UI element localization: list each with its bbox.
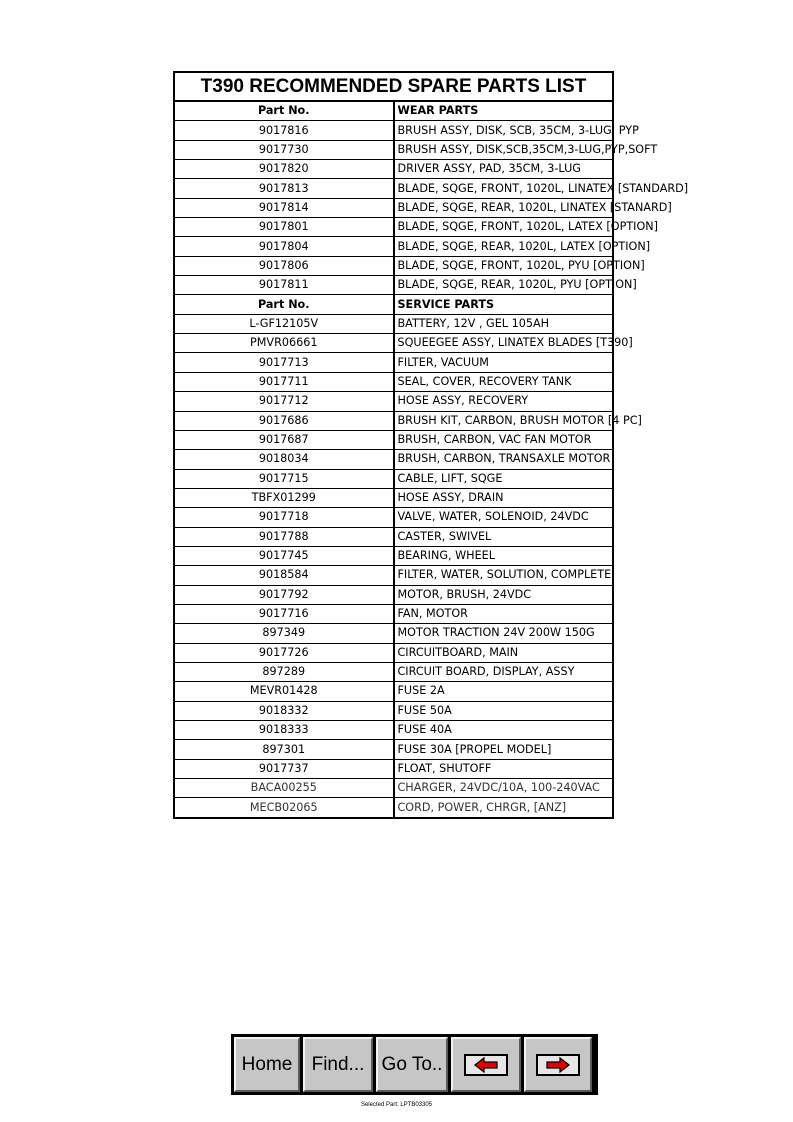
table-row [174,488,613,507]
table-row [174,585,613,604]
table-row [174,198,613,217]
part-number: 9017726 [174,643,394,662]
part-description: BLADE, SQGE, FRONT, 1020L, LATEX [OPTION] [394,218,614,237]
part-number: TBFX01299 [174,488,394,507]
selected-part-label: Selected Part: LPTB03305 [360,1102,433,1108]
part-description: CHARGER, 24VDC/10A, 100-240VAC [394,779,614,798]
go-to-button[interactable]: Go To.. [376,1037,448,1092]
part-number: 9017713 [174,353,394,372]
part-description: MOTOR TRACTION 24V 200W 150G [394,624,614,643]
part-number: 9018584 [174,566,394,585]
table-title: T390 RECOMMENDED SPARE PARTS LIST [174,72,613,101]
section-header-row [174,295,613,314]
table-row [174,218,613,237]
part-number: 9017816 [174,121,394,140]
table-row [174,314,613,333]
left-arrow-icon [464,1054,508,1076]
part-no-header: Part No. [174,295,394,314]
part-description: MOTOR, BRUSH, 24VDC [394,585,614,604]
part-description: FILTER, VACUUM [394,353,614,372]
table-row [174,121,613,140]
part-description: BLADE, SQGE, REAR, 1020L, LINATEX [STANARD] [394,198,614,217]
part-number: 9017801 [174,218,394,237]
section-title: WEAR PARTS [394,101,614,121]
part-description: FUSE 30A [PROPEL MODEL] [394,740,614,759]
table-row [174,469,613,488]
table-row [174,334,613,353]
table-title-row [174,72,613,101]
part-description: VALVE, WATER, SOLENOID, 24VDC [394,508,614,527]
table-row [174,256,613,275]
part-description: FAN, MOTOR [394,604,614,623]
part-number: 9017712 [174,392,394,411]
home-button[interactable]: Home [234,1037,300,1092]
part-number: 897289 [174,662,394,681]
part-number: 9017737 [174,759,394,778]
part-description: FILTER, WATER, SOLUTION, COMPLETE [394,566,614,585]
part-number: 9017745 [174,546,394,565]
part-description: HOSE ASSY, RECOVERY [394,392,614,411]
part-number: MEVR01428 [174,682,394,701]
part-number: 9017730 [174,140,394,159]
part-number: MECB02065 [174,798,394,818]
right-arrow-icon [536,1054,580,1076]
next-page-button[interactable] [524,1037,592,1092]
part-description: DRIVER ASSY, PAD, 35CM, 3-LUG [394,160,614,179]
part-description: FUSE 2A [394,682,614,701]
table-row [174,798,613,818]
part-number: 9017687 [174,430,394,449]
find-button[interactable]: Find... [303,1037,373,1092]
previous-page-button[interactable] [451,1037,521,1092]
table-row [174,527,613,546]
table-row [174,759,613,778]
part-description: BLADE, SQGE, FRONT, 1020L, PYU [OPTION] [394,256,614,275]
section-title: SERVICE PARTS [394,295,614,314]
part-description: BLADE, SQGE, REAR, 1020L, LATEX [OPTION] [394,237,614,256]
part-description: CIRCUITBOARD, MAIN [394,643,614,662]
section-header-row [174,101,613,121]
table-row [174,392,613,411]
part-description: SEAL, COVER, RECOVERY TANK [394,372,614,391]
part-number: 9018034 [174,450,394,469]
part-description: BRUSH, CARBON, TRANSAXLE MOTOR [394,450,614,469]
table-row [174,160,613,179]
part-description: BLADE, SQGE, FRONT, 1020L, LINATEX [STANDARD] [394,179,614,198]
part-number: 9017711 [174,372,394,391]
table-row [174,353,613,372]
table-row [174,604,613,623]
part-number: 9018332 [174,701,394,720]
table-row [174,566,613,585]
spare-parts-table [173,71,689,819]
part-description: BEARING, WHEEL [394,546,614,565]
part-number: 9018333 [174,721,394,740]
table-row [174,508,613,527]
part-description: CIRCUIT BOARD, DISPLAY, ASSY [394,662,614,681]
table-row [174,276,613,295]
part-number: PMVR06661 [174,334,394,353]
table-row [174,237,613,256]
table-row [174,411,613,430]
part-number: 9017715 [174,469,394,488]
navigation-bar [231,1034,598,1095]
part-description: BATTERY, 12V , GEL 105AH [394,314,614,333]
part-number: 9017806 [174,256,394,275]
part-description: SQUEEGEE ASSY, LINATEX BLADES [T390] [394,334,614,353]
part-number: BACA00255 [174,779,394,798]
part-number: 9017716 [174,604,394,623]
part-description: HOSE ASSY, DRAIN [394,488,614,507]
part-number: 9017814 [174,198,394,217]
part-description: BRUSH KIT, CARBON, BRUSH MOTOR [4 PC] [394,411,614,430]
part-description: FUSE 50A [394,701,614,720]
part-number: 9017788 [174,527,394,546]
part-description: CABLE, LIFT, SQGE [394,469,614,488]
part-number: 9017804 [174,237,394,256]
table-row [174,430,613,449]
table-row [174,682,613,701]
part-number: 9017811 [174,276,394,295]
part-description: BRUSH ASSY, DISK, SCB, 35CM, 3-LUG, PYP [394,121,614,140]
table-row [174,546,613,565]
table-row [174,662,613,681]
part-number: 9017813 [174,179,394,198]
table-row [174,721,613,740]
part-number: L-GF12105V [174,314,394,333]
part-description: BRUSH, CARBON, VAC FAN MOTOR [394,430,614,449]
part-number: 9017820 [174,160,394,179]
part-no-header: Part No. [174,101,394,121]
part-number: 897349 [174,624,394,643]
part-number: 9017686 [174,411,394,430]
part-description: CASTER, SWIVEL [394,527,614,546]
table-row [174,179,613,198]
part-description: FUSE 40A [394,721,614,740]
part-number: 897301 [174,740,394,759]
part-description: BLADE, SQGE, REAR, 1020L, PYU [OPTION] [394,276,614,295]
part-number: 9017718 [174,508,394,527]
table-row [174,740,613,759]
table-row [174,624,613,643]
table-row [174,372,613,391]
table-row [174,140,613,159]
part-description: FLOAT, SHUTOFF [394,759,614,778]
table-row [174,779,613,798]
table-row [174,450,613,469]
part-description: BRUSH ASSY, DISK,SCB,35CM,3-LUG,PYP,SOFT [394,140,614,159]
part-number: 9017792 [174,585,394,604]
table-row [174,701,613,720]
table-row [174,643,613,662]
part-description: CORD, POWER, CHRGR, [ANZ] [394,798,614,818]
